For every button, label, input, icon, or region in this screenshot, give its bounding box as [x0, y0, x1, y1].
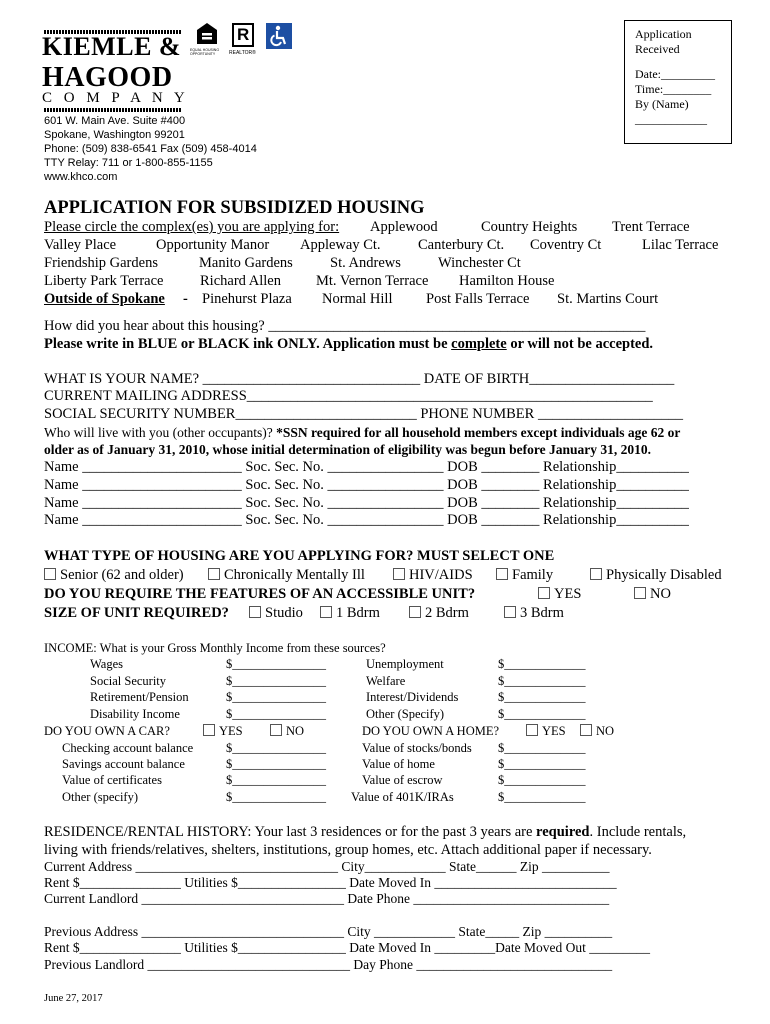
occupant-row-4[interactable]: Name ______________________ Soc. Sec. No. ________________ DOB ________ Relationship__________ [44, 512, 689, 528]
current-landlord-field[interactable]: Current Landlord ______________________________ Date Phone _____________________________ [44, 891, 610, 906]
complex-st-martins-court[interactable]: St. Martins Court [557, 291, 659, 307]
realtor-caption: REALTOR® [229, 50, 256, 56]
page-title: APPLICATION FOR SUBSIDIZED HOUSING [44, 198, 425, 218]
asset-certificates-field[interactable]: $_______________ [226, 773, 326, 787]
own-home-no[interactable] [580, 724, 614, 739]
housing-option-mentally-ill-label: Chronically Mentally Ill [224, 567, 365, 583]
own-car-no-label: NO [286, 724, 305, 738]
own-home-question: DO YOU OWN A HOME? [362, 724, 500, 738]
wheelchair-accessible-icon [266, 23, 292, 49]
ink-notice-part1: Please write in BLUE or BLACK ink ONLY. Application must be [44, 336, 452, 352]
accessible-yes-label: YES [554, 586, 582, 602]
housing-option-hiv-aids[interactable] [393, 567, 473, 584]
income-wages-field[interactable]: $_______________ [226, 657, 326, 671]
company-address: 601 W. Main Ave. Suite #400 [44, 115, 186, 127]
occupants-ssn-note1: *SSN required for all household members except individuals age 62 or [276, 425, 681, 440]
housing-option-family-label: Family [512, 567, 554, 583]
asset-certificates-label: Value of certificates [62, 773, 162, 787]
complex-trent-terrace[interactable]: Trent Terrace [612, 219, 690, 235]
income-title: INCOME: What is your Gross Monthly Income from these sources? [44, 641, 386, 655]
name-dob-field[interactable]: WHAT IS YOUR NAME? ______________________________ DATE OF BIRTH____________________ [44, 371, 675, 387]
complex-valley-place[interactable]: Valley Place [44, 237, 117, 253]
ink-notice-part3: or will not be accepted. [506, 336, 654, 352]
realtor-icon: R [232, 23, 254, 47]
current-address-field[interactable]: Current Address ______________________________ City____________ State______ Zip __________ [44, 859, 610, 874]
income-unemployment-label: Unemployment [366, 657, 444, 671]
asset-stocks-label: Value of stocks/bonds [362, 741, 472, 755]
checkbox-icon[interactable] [538, 587, 550, 599]
complex-coventry-ct[interactable]: Coventry Ct [530, 237, 602, 253]
complex-country-heights[interactable]: Country Heights [481, 219, 578, 235]
occupants-line1 [44, 425, 680, 441]
outside-spokane-dash: - [183, 291, 188, 307]
accessible-question: DO YOU REQUIRE THE FEATURES OF AN ACCESSIBLE UNIT? [44, 586, 476, 602]
housing-option-senior-label: Senior (62 and older) [60, 567, 184, 583]
housing-option-family[interactable] [496, 567, 553, 584]
asset-other-field[interactable]: $_______________ [226, 790, 326, 804]
income-other-field[interactable]: $_____________ [498, 707, 586, 721]
complex-mt-vernon-terrace[interactable]: Mt. Vernon Terrace [316, 273, 429, 289]
application-received-box [624, 20, 732, 144]
accessible-yes[interactable] [538, 586, 581, 603]
complex-hamilton-house[interactable]: Hamilton House [459, 273, 555, 289]
income-welfare-label: Welfare [366, 674, 406, 688]
unit-size-1bdrm-label: 1 Bdrm [336, 605, 380, 621]
housing-option-senior[interactable] [44, 567, 184, 584]
asset-checking-field[interactable]: $_______________ [226, 741, 326, 755]
own-home-yes-label: YES [542, 724, 566, 738]
unit-size-studio-label: Studio [265, 605, 303, 621]
ssn-phone-field[interactable]: SOCIAL SECURITY NUMBER_________________________ PHONE NUMBER ____________________ [44, 406, 683, 422]
complex-appleway-ct[interactable]: Appleway Ct. [300, 237, 381, 253]
income-disability-label: Disability Income [90, 707, 180, 721]
unit-size-studio[interactable] [249, 605, 303, 622]
outside-spokane-label: Outside of Spokane [44, 291, 165, 307]
housing-option-hiv-aids-label: HIV/AIDS [409, 567, 473, 583]
complex-canterbury-ct[interactable]: Canterbury Ct. [418, 237, 505, 253]
checkbox-icon[interactable] [634, 587, 646, 599]
checkbox-icon[interactable] [203, 724, 215, 736]
asset-escrow-field[interactable]: $_____________ [498, 773, 586, 787]
residence-intro-line2: living with friends/relatives, shelters, institutions, group homes, etc. Attach additional paper if necessary. [44, 842, 652, 858]
housing-type-title: WHAT TYPE OF HOUSING ARE YOU APPLYING FOR? MUST SELECT ONE [44, 548, 555, 564]
checkbox-icon[interactable] [526, 724, 538, 736]
income-ss-label: Social Security [90, 674, 167, 688]
logo-rule-bottom [44, 108, 182, 112]
income-other-label: Other (Specify) [366, 707, 445, 721]
residence-intro-part3: . Include rentals, [589, 824, 687, 840]
income-retirement-label: Retirement/Pension [90, 690, 189, 704]
checkbox-icon[interactable] [580, 724, 592, 736]
unit-size-question: SIZE OF UNIT REQUIRED? [44, 605, 229, 621]
complex-winchester-ct[interactable]: Winchester Ct [438, 255, 521, 271]
complex-richard-allen[interactable]: Richard Allen [200, 273, 281, 289]
complex-opportunity-manor[interactable]: Opportunity Manor [156, 237, 270, 253]
company-website: www.khco.com [44, 171, 118, 183]
checkbox-icon[interactable] [393, 568, 405, 580]
residence-intro-required: required [536, 824, 590, 840]
housing-option-disabled-label: Physically Disabled [606, 567, 722, 583]
received-time[interactable]: Time:________ [635, 82, 712, 96]
asset-home-value-field[interactable]: $_____________ [498, 757, 586, 771]
asset-401k-label: Value of 401K/IRAs [351, 790, 454, 804]
company-city: Spokane, Washington 99201 [44, 129, 185, 141]
complex-post-falls-terrace[interactable]: Post Falls Terrace [426, 291, 530, 307]
complex-normal-hill[interactable]: Normal Hill [322, 291, 393, 307]
residence-intro [44, 824, 686, 841]
income-retirement-field[interactable]: $_______________ [226, 690, 326, 704]
company-name-line2: HAGOOD [42, 62, 173, 93]
ink-notice [44, 336, 653, 353]
asset-savings-label: Savings account balance [62, 757, 185, 771]
received-date[interactable]: Date:_________ [635, 67, 715, 81]
complex-applewood[interactable]: Applewood [370, 219, 438, 235]
accessible-no-label: NO [650, 586, 671, 602]
asset-other-label: Other (specify) [62, 790, 139, 804]
company-name-line3: C O M P A N Y [42, 90, 189, 106]
checkbox-icon[interactable] [590, 568, 602, 580]
own-car-yes-label: YES [219, 724, 243, 738]
asset-savings-field[interactable]: $_______________ [226, 757, 326, 771]
income-disability-field[interactable]: $_______________ [226, 707, 326, 721]
housing-option-disabled[interactable] [590, 567, 722, 584]
received-by: By (Name) [635, 97, 689, 111]
occupant-row-1[interactable]: Name ______________________ Soc. Sec. No. ________________ DOB ________ Relationship__________ [44, 459, 689, 475]
own-home-no-label: NO [596, 724, 615, 738]
asset-home-value-label: Value of home [362, 757, 435, 771]
complex-prompt: Please circle the complex(es) you are applying for: [44, 219, 340, 235]
checkbox-icon[interactable] [504, 606, 516, 618]
eho-caption: EQUAL HOUSING OPPORTUNITY [190, 48, 220, 56]
checkbox-icon[interactable] [249, 606, 261, 618]
income-interest-label: Interest/Dividends [366, 690, 459, 704]
unit-size-1bdrm[interactable] [320, 605, 380, 622]
occupants-ssn-note2: older as of January 31, 2010, whose initial determination of eligibility was begun before January 31, 2010. [44, 442, 652, 457]
income-welfare-field[interactable]: $_____________ [498, 674, 586, 688]
unit-size-3bdrm[interactable] [504, 605, 564, 622]
unit-size-3bdrm-label: 3 Bdrm [520, 605, 564, 621]
asset-stocks-field[interactable]: $_____________ [498, 741, 586, 755]
own-car-yes[interactable] [203, 724, 243, 739]
previous-rent-field[interactable]: Rent $_______________ Utilities $________________ Date Moved In _________Date Moved Out _________ [44, 940, 650, 955]
complex-manito-gardens[interactable]: Manito Gardens [199, 255, 293, 271]
income-unemployment-field[interactable]: $_____________ [498, 657, 586, 671]
asset-checking-label: Checking account balance [62, 741, 194, 755]
checkbox-icon[interactable] [208, 568, 220, 580]
footer-date: June 27, 2017 [44, 993, 103, 1004]
received-line1: Application [635, 27, 692, 41]
company-phone: Phone: (509) 838-6541 Fax (509) 458-4014 [44, 143, 257, 155]
received-line2: Received [635, 42, 680, 56]
mailing-address-field[interactable]: CURRENT MAILING ADDRESS________________________________________________________ [44, 388, 653, 404]
unit-size-2bdrm[interactable] [409, 605, 469, 622]
hear-about-field[interactable]: How did you hear about this housing? ____________________________________________________ [44, 318, 646, 334]
previous-address-field[interactable]: Previous Address ______________________________ City ____________ State_____ Zip __________ [44, 924, 613, 939]
residence-intro-part1: RESIDENCE/RENTAL HISTORY: Your last 3 residences or for the past 3 years are [44, 824, 537, 840]
checkbox-icon[interactable] [270, 724, 282, 736]
ink-notice-complete: complete [451, 336, 507, 352]
unit-size-2bdrm-label: 2 Bdrm [425, 605, 469, 621]
occupant-row-3[interactable]: Name ______________________ Soc. Sec. No. ________________ DOB ________ Relationship__________ [44, 495, 689, 511]
received-by-blank[interactable]: ____________ [635, 112, 707, 126]
checkbox-icon[interactable] [44, 568, 56, 580]
own-car-question: DO YOU OWN A CAR? [44, 724, 170, 738]
occupant-row-2[interactable]: Name ______________________ Soc. Sec. No. ________________ DOB ________ Relationship__________ [44, 477, 689, 493]
own-car-no[interactable] [270, 724, 304, 739]
company-name-line1: KIEMLE & [42, 32, 182, 61]
complex-lilac-terrace[interactable]: Lilac Terrace [642, 237, 719, 253]
income-wages-label: Wages [90, 657, 124, 671]
occupants-question: Who will live with you (other occupants)? [44, 425, 277, 440]
checkbox-icon[interactable] [496, 568, 508, 580]
asset-escrow-label: Value of escrow [362, 773, 443, 787]
checkbox-icon[interactable] [409, 606, 421, 618]
income-interest-field[interactable]: $_____________ [498, 690, 586, 704]
complex-liberty-park-terrace[interactable]: Liberty Park Terrace [44, 273, 164, 289]
complex-st-andrews[interactable]: St. Andrews [330, 255, 401, 271]
income-ss-field[interactable]: $_______________ [226, 674, 326, 688]
complex-friendship-gardens[interactable]: Friendship Gardens [44, 255, 158, 271]
checkbox-icon[interactable] [320, 606, 332, 618]
asset-401k-field[interactable]: $_____________ [498, 790, 586, 804]
accessible-no[interactable] [634, 586, 671, 603]
own-home-yes[interactable] [526, 724, 566, 739]
company-tty: TTY Relay: 711 or 1-800-855-1155 [44, 157, 213, 169]
housing-option-mentally-ill[interactable] [208, 567, 365, 584]
complex-pinehurst-plaza[interactable]: Pinehurst Plaza [202, 291, 292, 307]
current-rent-field[interactable]: Rent $_______________ Utilities $________________ Date Moved In ___________________________ [44, 875, 617, 890]
previous-landlord-field[interactable]: Previous Landlord ______________________________ Day Phone _____________________________ [44, 957, 613, 972]
